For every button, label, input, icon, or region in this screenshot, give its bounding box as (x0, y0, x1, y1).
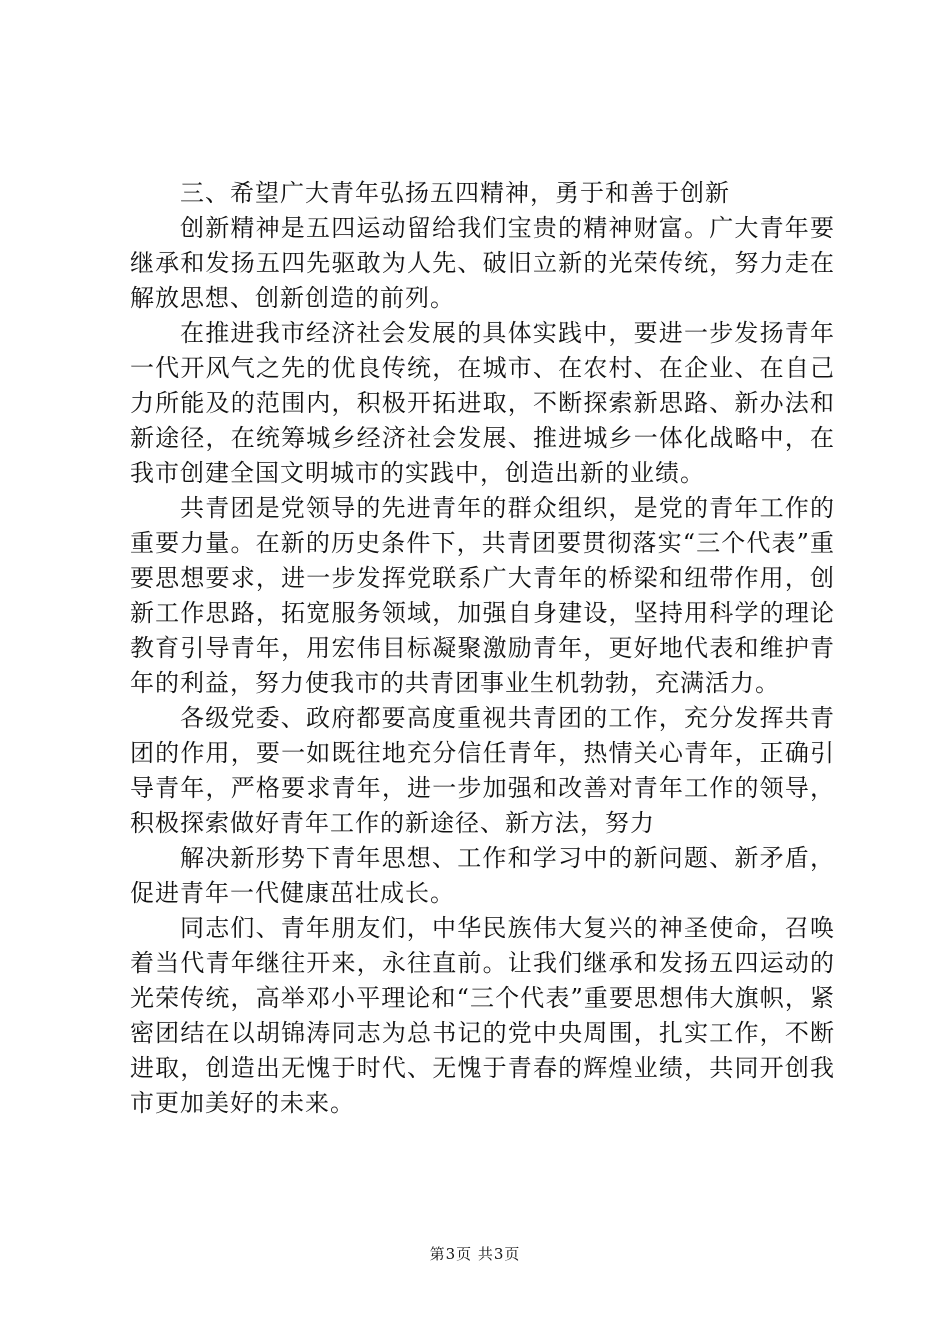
section-heading: 三、希望广大青年弘扬五四精神，勇于和善于创新 (180, 179, 730, 207)
paragraph: 在推进我市经济社会发展的具体实践中，要进一步发扬青年一代开风气之先的优良传统，在城市、在农村、在企业、在自己力所能及的范围内，积极开拓进取，不断探索新思路、新办法和新途径，在统筹城乡经济社会发展、推进城乡一体化战略中，在我市创建全国文明城市的实践中，创造出新的业绩。 (130, 319, 835, 487)
paragraph: 各级党委、政府都要高度重视共青团的工作，充分发挥共青团的作用，要一如既往地充分信任青年，热情关心青年，正确引导青年，严格要求青年，进一步加强和改善对青年工作的领导，积极探索做好青年工作的新途径、新方法，努力 (130, 704, 835, 837)
document-body (130, 176, 835, 1121)
paragraph: 创新精神是五四运动留给我们宝贵的精神财富。广大青年要继承和发扬五四先驱敢为人先、破旧立新的光荣传统，努力走在解放思想、创新创造的前列。 (130, 214, 835, 312)
page-number-footer: 第3页 共3页 (429, 1245, 521, 1263)
paragraph: 同志们、青年朋友们，中华民族伟大复兴的神圣使命，召唤着当代青年继往开来，永往直前。让我们继承和发扬五四运动的光荣传统，高举邓小平理论和“三个代表”重要思想伟大旗帜，紧密团结在以胡锦涛同志为总书记的党中央周围，扎实工作，不断进取，创造出无愧于时代、无愧于青春的辉煌业绩，共同开创我市更加美好的未来。 (130, 914, 835, 1117)
paragraph: 解决新形势下青年思想、工作和学习中的新问题、新矛盾，促进青年一代健康茁壮成长。 (130, 844, 835, 907)
paragraph: 共青团是党领导的先进青年的群众组织，是党的青年工作的重要力量。在新的历史条件下，共青团要贯彻落实“三个代表”重要思想要求，进一步发挥党联系广大青年的桥梁和纽带作用，创新工作思路，拓宽服务领域，加强自身建设，坚持用科学的理论教育引导青年，用宏伟目标凝聚激励青年，更好地代表和维护青年的利益，努力使我市的共青团事业生机勃勃，充满活力。 (130, 494, 835, 697)
